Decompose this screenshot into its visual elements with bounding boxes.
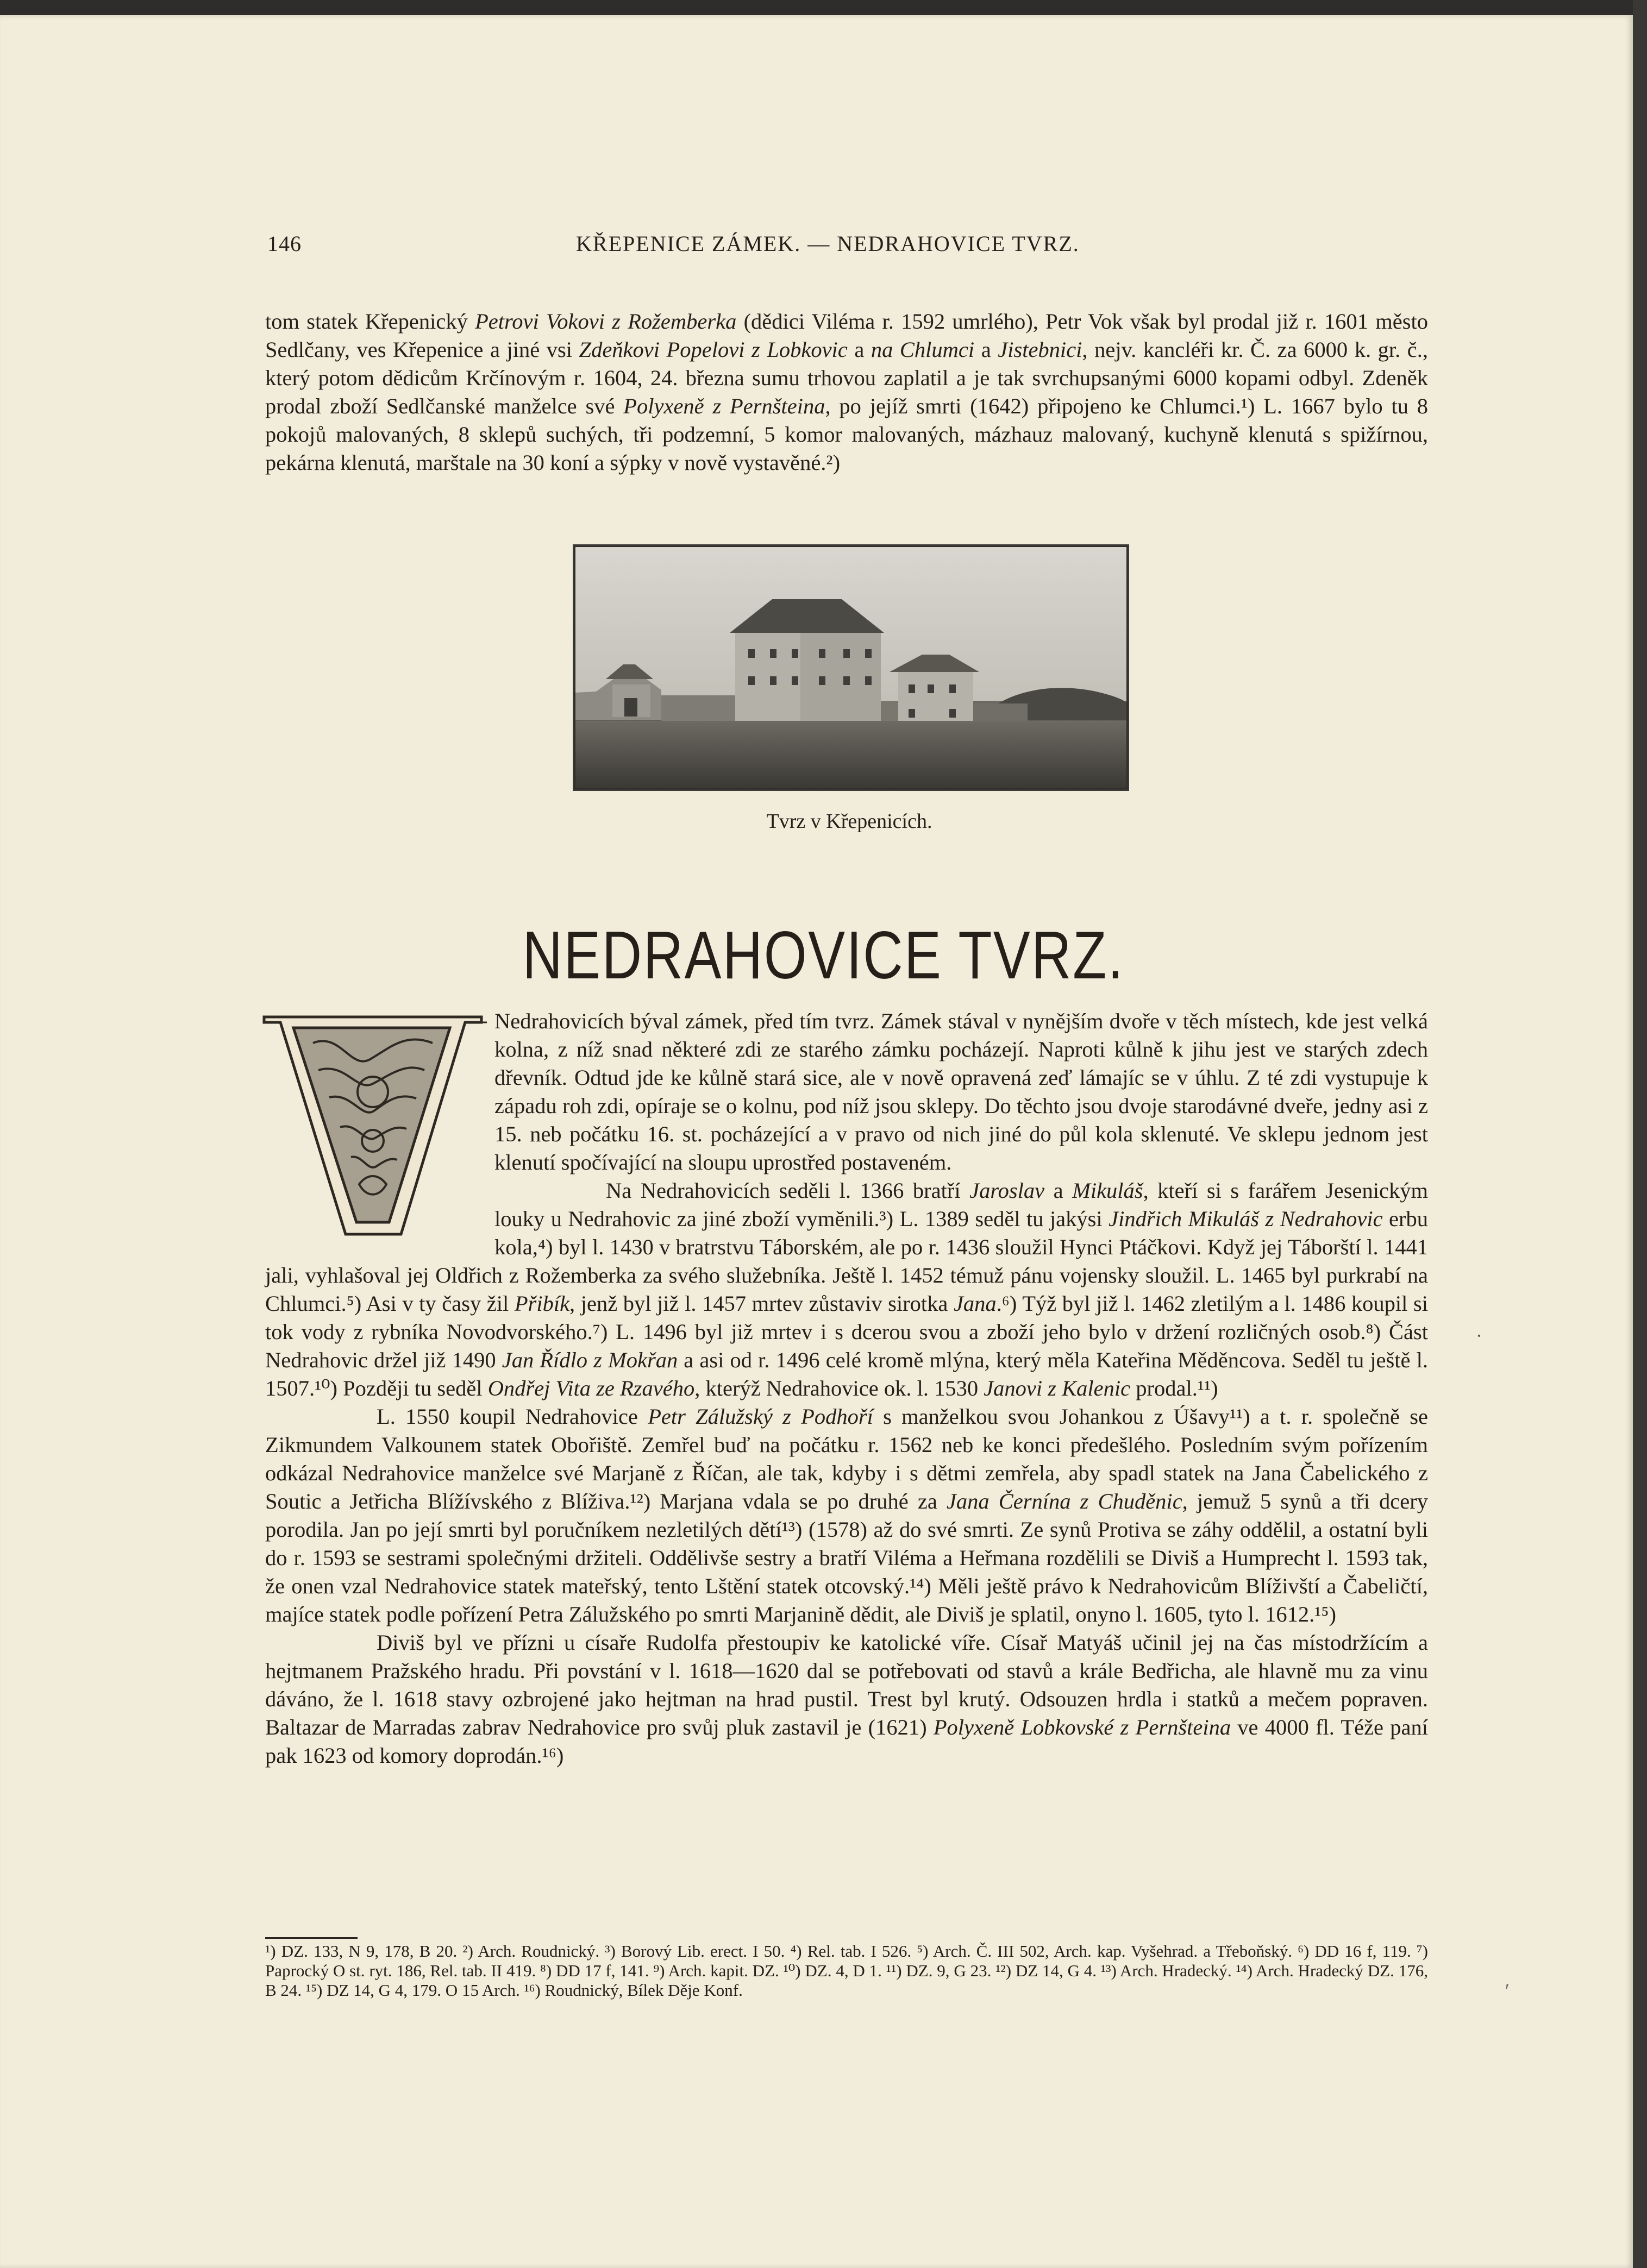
name-italic: Jistebnici xyxy=(998,337,1082,362)
name-italic: Jindřich Mikuláš z Nedrahovic xyxy=(1109,1207,1383,1231)
section-title: NEDRAHOVICE TVRZ. xyxy=(522,918,1125,993)
main-text xyxy=(265,1007,1428,1770)
name-italic: Jan Řídlo z Mokřan xyxy=(502,1348,678,1372)
paragraph-3: L. 1550 koupil Nedrahovice Petr Zálužský z Podhoří s manželkou svou Johankou z Úšavy¹¹) a t. r. společně se Zikmundem Valkounem statek Obořiště. Zemřel buď na počátku r. 1562 neb ke konci předešlého. Posledním svým pořízením odkázal Nedrahovice manželce své Marjaně z Říčan, ale tak, kdyby i s dětmi zemřela, aby spadl statek na Jana Čabelického z Soutic a Jetřicha Blížívského z Blíživa.¹²) Marjana vdala se po druhé za Jana Černína z Chuděnic, jemuž 5 synů a tři dcery porodila. Jan po její smrti byl poručníkem nezletilých dětí¹³) (1578) až do své smrti. Ze synů Protiva se záhy oddělil, a ostatní byli do r. 1593 se sestrami společnými držiteli. Oddělivše sestry a bratří Viléma a Heřmana rozdělili se Diviš a Humprecht l. 1593 tak, že onen vzal Nedrahovice statek mateřský, tento Lštění statek otcovský.¹⁴) Měli ještě právo k Nedrahovicům Blíživští a Čabeličtí, majíce statek podle pořízení Petra Zálužského po smrti Marjanině dědit, ale Diviš je splatil, onyno l. 1605, tyto l. 1612.¹⁵) xyxy=(265,1404,1428,1626)
page-number: 146 xyxy=(267,231,302,256)
name-italic: Janovi z Kalenic xyxy=(984,1376,1131,1400)
book-page xyxy=(0,15,1633,2268)
intro-paragraph: tom statek Křepenický Petrovi Vokovi z Rožemberka (dědici Viléma r. 1592 umrlého), Petr Vok však byl prodal již r. 1601 město Sedlčany, ves Křepenice a jiné vsi Zdeňkovi Popelovi z Lobkovic a na Chlumci a Jistebnici, nejv. kancléři kr. Č. za 6000 k. gr. č., který potom dědicům Krčínovým r. 1604, 24. března sumu trhovou zaplatil a je tak svrchupsanými 6000 kopami odbyl. Zdeněk prodal zboží Sedlčanské manželce své Polyxeně z Pernšteina, po jejíž smrti (1642) připojeno ke Chlumci.¹) L. 1667 bylo tu 8 pokojů malovaných, 8 sklepů suchých, tři podzemní, 5 komor malovaných, mázhauz malovaný, kuchyně klenutá s spižírnou, pekárna klenutá, marštale na 30 koní a sýpky v nově vystavěné.²) xyxy=(265,309,1429,475)
paragraph-2: Na Nedrahovicích seděli l. 1366 bratří Jaroslav a Mikuláš, kteří si s farářem Jesenickým louky u Nedrahovic za jiné zboží vyměnili.³) L. 1389 seděl tu jakýsi Jindřich Mikuláš z Nedrahovic erbu kola,⁴) byl l. 1430 v bratrstvu Táborském, ale po r. 1436 sloužil Hynci Ptáčkovi. Když jej Táborští l. 1441 jali, vyhlašoval jej Oldřich z Rožemberka za svého služebníka. Ještě l. 1452 témuž pánu vojensky sloužil. L. 1465 byl purkrabí na Chlumci.⁵) Asi v ty časy žil Přibík, jenž byl již l. 1457 mrtev zůstaviv sirotka Jana.⁶) Týž byl již l. 1462 zletilým a l. 1486 koupil si tok vody z rybníka Novodvorského.⁷) L. 1496 byl již mrtev i s dcerou svou a zboží jeho bylo v držení rozličných osob.⁸) Část Nedrahovic držel již 1490 Jan Řídlo z Mokřan a asi od r. 1496 celé kromě mlýna, který měla Kateřina Měděncova. Seděl tu ještě l. 1507.¹⁰) Později tu seděl Ondřej Vita ze Rzavého, kterýž Nedrahovice ok. l. 1530 Janovi z Kalenic prodal.¹¹) xyxy=(265,1178,1428,1400)
name-italic: Petrovi Vokovi z Rožemberka xyxy=(475,309,737,334)
footnote-rule xyxy=(265,1937,358,1939)
fortress-photo-image xyxy=(574,546,1128,789)
margin-mark: ′ xyxy=(1505,1980,1510,2001)
photo-caption: Tvrz v Křepenicích. xyxy=(766,810,932,833)
name-italic: Jana Černína z Chuděnic xyxy=(946,1489,1182,1513)
name-italic: Ondřej Vita ze Rzavého xyxy=(487,1376,695,1400)
paragraph-4: Diviš byl ve přízni u císaře Rudolfa přestoupiv ke katolické víře. Císař Matyáš učinil jej na čas místodržícím a hejtmanem Pražského hradu. Při povstání v l. 1618—1620 dal se potřebovati od stavů a krále Bedřicha, ale hlavně mu za vinu dáváno, že l. 1618 stavy ozbrojené jako hejtman na hrad pustil. Trest byl krutý. Odsouzen hrdla i statků a mečem popraven. Baltazar de Marradas zabrav Nedrahovice pro svůj pluk zastavil je (1621) Polyxeně Lobkovské z Pernšteina ve 4000 fl. Téže paní pak 1623 od komory doprodán.¹⁶) xyxy=(265,1630,1428,1768)
name-italic: Přibík xyxy=(514,1291,570,1316)
scan-edge-right xyxy=(1633,0,1647,2268)
footnotes: ¹) DZ. 133, N 9, 178, B 20. ²) Arch. Roudnický. ³) Borový Lib. erect. I 50. ⁴) Rel. tab. I 526. ⁵) Arch. Č. III 502, Arch. kap. Vyšehrad. a Třeboňský. ⁶) DD 16 f, 119. ⁷) Paprocký O st. ryt. 186, Rel. tab. II 419. ⁸) DD 17 f, 141. ⁹) Arch. kapit. DZ. ¹⁰) DZ. 4, D 1. ¹¹) DZ. 9, G 23. ¹²) DZ 14, G 4. ¹³) Arch. Hradecký. ¹⁴) Arch. Hradecký DZ. 176, B 24. ¹⁵) DZ 14, G 4, 179. O 15 Arch. ¹⁶) Roudnický, Bílek Děje Konf. xyxy=(265,1942,1428,2000)
name-italic: Polyxeně z Pernšteina xyxy=(623,394,825,418)
fortress-photo xyxy=(573,544,1129,791)
initial-space xyxy=(265,1007,492,1235)
name-italic: Zdeňkovi Popelovi z Lobkovic xyxy=(579,337,848,362)
name-italic: Petr Zálužský z Podhoří xyxy=(648,1404,873,1429)
scan-edge-top xyxy=(0,0,1647,15)
name-italic: Jana xyxy=(953,1291,997,1316)
running-title: KŘEPENICE ZÁMEK. — NEDRAHOVICE TVRZ. xyxy=(576,231,1080,256)
name-italic: na Chlumci xyxy=(871,337,975,362)
name-italic: Polyxeně Lobkovské z Pernšteina xyxy=(933,1715,1231,1739)
margin-mark: · xyxy=(1476,1325,1482,1347)
paragraph-1: Nedrahovicích býval zámek, před tím tvrz. Zámek stával v nynějším dvoře v těch místech, kde jest velká kolna, z níž snad některé zdi ze starého zámku pocházejí. Naproti kůlně k jihu jest ve starých zdech dřevník. Odtud jde ke kůlně stará sice, ale v nově opravená zeď lámajíc se v úhlu. Z té zdi vystupuje k západu roh zdi, opíraje se o kolnu, pod níž jsou sklepy. Do těchto jsou dvoje starodávné dveře, jedny asi z 15. neb počátku 16. st. pocházející a v pravo od nich jiné do půl kola sklenuté. Ve sklepu jednom jest klenutí spočívající na sloupu uprostřed postaveném. xyxy=(494,1009,1428,1174)
name-italic: Jaroslav xyxy=(969,1178,1045,1203)
name-italic: Mikuláš xyxy=(1072,1178,1143,1203)
